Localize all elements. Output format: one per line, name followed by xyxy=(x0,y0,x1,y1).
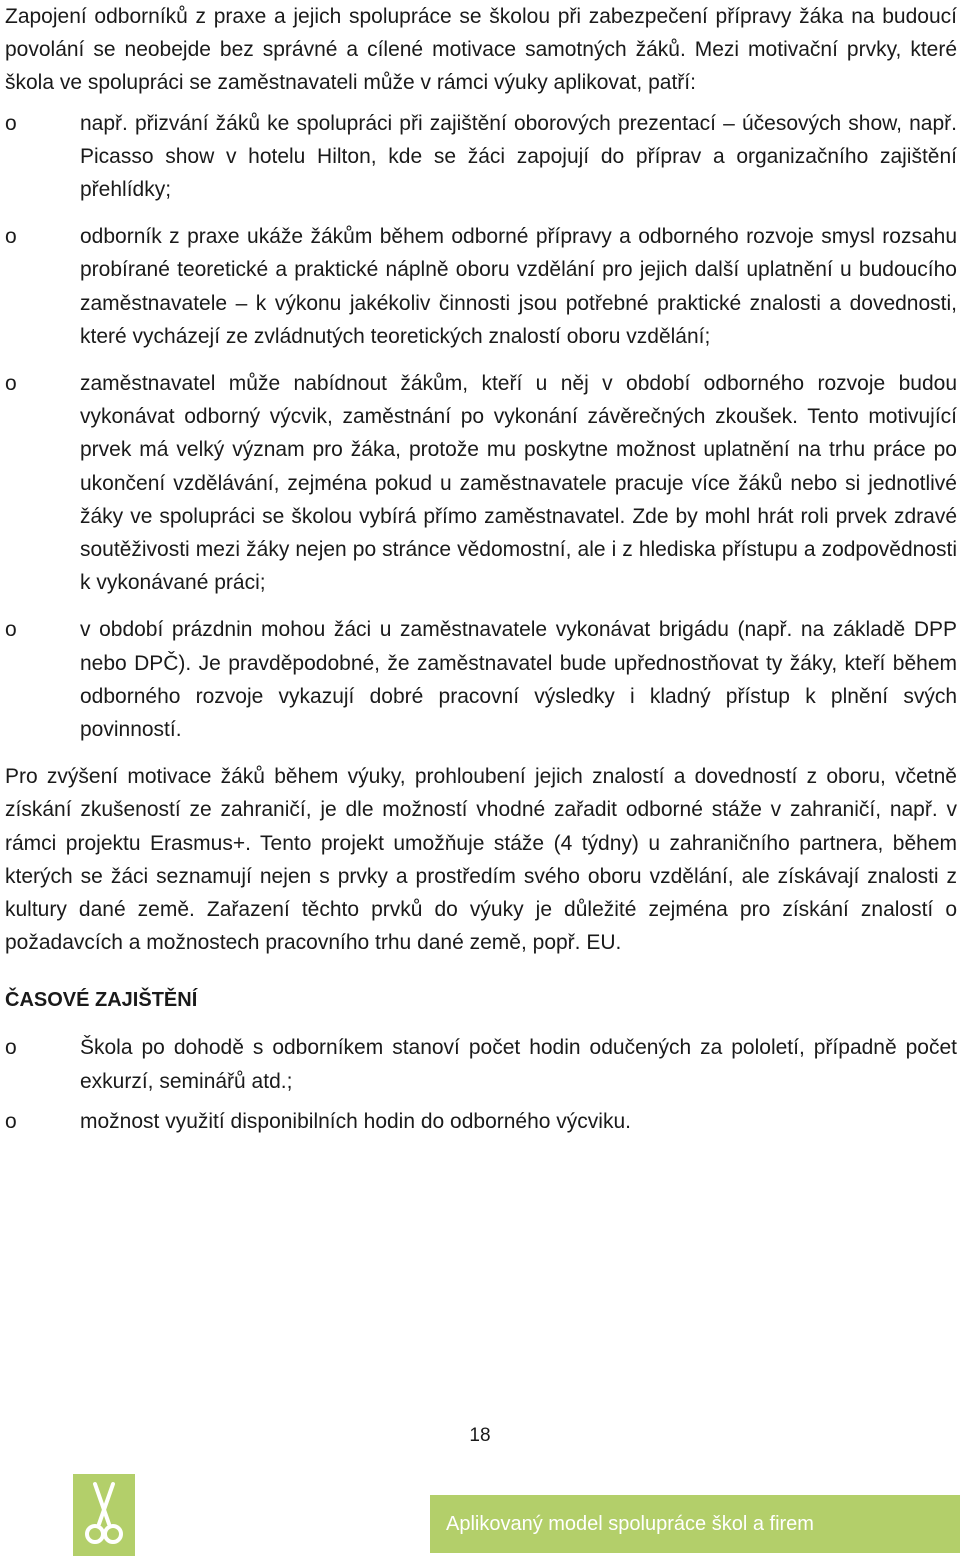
section-heading: ČASOVÉ ZAJIŠTĚNÍ xyxy=(5,989,198,1012)
bullet-marker: o xyxy=(5,225,17,249)
bullet-marker: o xyxy=(5,111,17,135)
list-item xyxy=(5,107,957,207)
list-item-text: odborník z praxe ukáže žákům během odborné přípravy a odborného rozvoje smysl rozsahu probírané teoretické a praktické náplně oboru vzdělání pro jejich další uplatnění u budoucího zaměstnavatele – k výkonu jakékoliv činnosti jsou potřebné praktické znalosti a dovednosti, které vycházejí ze zvládnutých teoretických znalostí oboru vzdělání; xyxy=(80,225,957,348)
list-item-text: např. přizvání žáků ke spolupráci při zajištění oborových prezentací – účesových show, např. Picasso show v hotelu Hilton, kde se žáci zapojují do příprav a organizačního zajištění přehlídky; xyxy=(80,111,957,202)
footer-logo xyxy=(73,1474,135,1556)
list-item xyxy=(5,367,957,599)
erasmus-paragraph: Pro zvýšení motivace žáků během výuky, prohloubení jejich znalostí a dovedností z oboru, včetně získání zkušeností ze zahraničí, je dle možností vhodné zařadit odborné stáže v zahraničí, např. v rámci projektu Erasmus+. Tento projekt umožňuje stáže (4 týdny) u zahraničního partnera, během kterých se žáci seznamují nejen s prvky a prostředím svého oboru vzdělání, ale získávají znalosti z kultury dané země. Zařazení těchto prvků do výuky je důležité zejména pro získání znalostí o požadavcích a možnostech pracovního trhu dané země, popř. EU. xyxy=(5,765,957,955)
bullet-marker: o xyxy=(5,1036,17,1060)
bullet-marker: o xyxy=(5,618,17,642)
footer-banner xyxy=(430,1495,960,1553)
list-item xyxy=(5,220,957,353)
list-item-text: v období prázdnin mohou žáci u zaměstnavatele vykonávat brigádu (např. na základě DPP nebo DPČ). Je pravděpodobné, že zaměstnavatel bude upřednostňovat ty žáky, kteří během odborného rozvoje vykazují dobré pracovní výsledky i kladný přístup k plnění svých povinností. xyxy=(80,618,957,742)
page-content xyxy=(5,0,957,1138)
list-item xyxy=(5,1105,957,1138)
bullet-marker: o xyxy=(5,372,17,396)
time-list xyxy=(5,1031,957,1138)
list-item-text: možnost využití disponibilních hodin do odborného výcviku. xyxy=(80,1109,631,1133)
scissors-icon xyxy=(73,1474,135,1556)
footer-title: Aplikovaný model spolupráce škol a firem xyxy=(446,1513,814,1535)
motivation-list xyxy=(5,107,957,747)
bullet-marker: o xyxy=(5,1109,17,1133)
intro-paragraph: Zapojení odborníků z praxe a jejich spolupráce se školou při zabezpečení přípravy žáka na budoucí povolání se neobejde bez správné a cílené motivace samotných žáků. Mezi motivační prvky, které škola ve spolupráci se zaměstnavateli může v rámci výuky aplikovat, patří: xyxy=(5,5,957,95)
list-item-text: Škola po dohodě s odborníkem stanoví počet hodin odučených za pololetí, případně počet exkurzí, seminářů atd.; xyxy=(80,1036,957,1093)
list-item-text: zaměstnavatel může nabídnout žákům, kteří u něj v období odborného rozvoje budou vykonávat odborný výcvik, zaměstnání po vykonání závěrečných zkoušek. Tento motivující prvek má velký význam pro žáka, protože mu poskytne možnost uplatnění na trhu práce po ukončení vzdělávání, zejména pokud u zaměstnavatele pracuje více žáků nebo si jednotlivé žáky ve spolupráci se školou vybírá přímo zaměstnavatel. Zde by mohl hrát roli prvek zdravé soutěživosti mezi žáky nejen po stránce vědomostní, ale i z hlediska přístupu a zodpovědnosti k vykonávané práci; xyxy=(80,372,957,595)
list-item xyxy=(5,613,957,746)
list-item xyxy=(5,1031,957,1097)
page-number: 18 xyxy=(469,1425,491,1446)
